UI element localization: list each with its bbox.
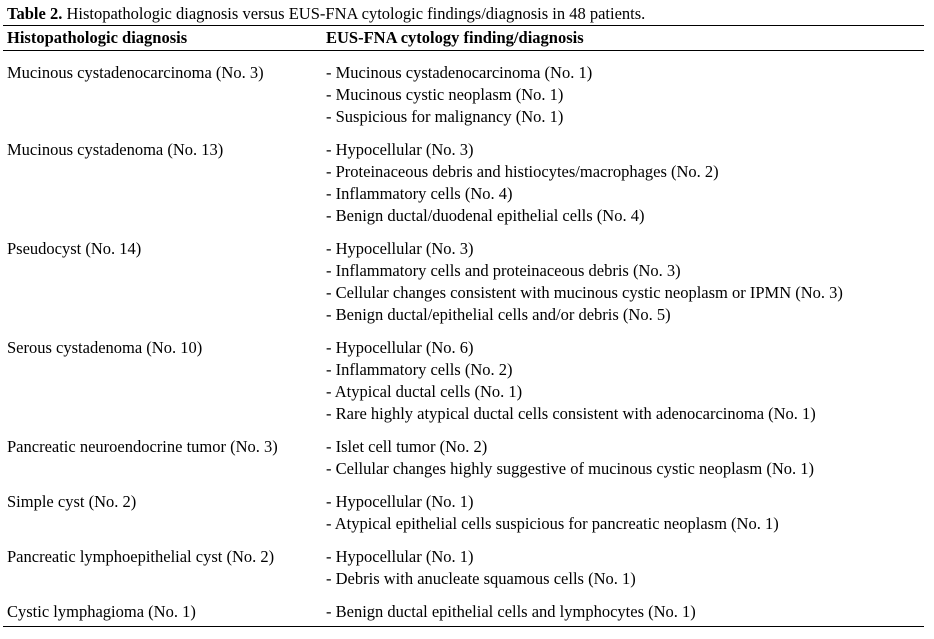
table-row	[0, 139, 934, 227]
cytology-findings	[326, 62, 592, 128]
table-row	[0, 62, 934, 128]
histopathologic-diagnosis: Mucinous cystadenoma (No. 13)	[7, 140, 224, 159]
finding-item: - Inflammatory cells and proteinaceous debris (No. 3)	[326, 261, 681, 280]
table-row	[0, 436, 934, 480]
finding-item: - Cellular changes consistent with mucinous cystic neoplasm or IPMN (No. 3)	[326, 283, 843, 302]
finding-item: - Mucinous cystic neoplasm (No. 1)	[326, 85, 564, 104]
finding-item: - Atypical epithelial cells suspicious for pancreatic neoplasm (No. 1)	[326, 514, 779, 533]
table-row	[0, 337, 934, 425]
table-label: Table 2.	[7, 4, 63, 23]
table-caption-text: Histopathologic diagnosis versus EUS-FNA cytologic findings/diagnosis in 48 patients.	[62, 4, 646, 23]
histopathologic-diagnosis: Pancreatic neuroendocrine tumor (No. 3)	[7, 437, 278, 456]
table-row	[0, 601, 934, 623]
header-cytology: EUS-FNA cytology finding/diagnosis	[326, 28, 584, 47]
finding-item: - Atypical ductal cells (No. 1)	[326, 382, 523, 401]
finding-item: - Benign ductal/epithelial cells and/or debris (No. 5)	[326, 305, 671, 324]
histopathologic-diagnosis: Cystic lymphagioma (No. 1)	[7, 602, 196, 621]
top-rule	[3, 25, 924, 26]
histopathologic-diagnosis: Pseudocyst (No. 14)	[7, 239, 142, 258]
table-caption	[7, 4, 645, 24]
cytology-findings	[326, 139, 719, 227]
bottom-rule	[3, 626, 924, 627]
histopathologic-diagnosis: Mucinous cystadenocarcinoma (No. 3)	[7, 63, 264, 82]
cytology-findings	[326, 491, 779, 535]
finding-item: - Rare highly atypical ductal cells consistent with adenocarcinoma (No. 1)	[326, 404, 816, 423]
finding-item: - Hypocellular (No. 3)	[326, 140, 474, 159]
cytology-findings	[326, 436, 814, 480]
table-body	[0, 62, 934, 634]
cytology-findings	[326, 546, 636, 590]
finding-item: - Inflammatory cells (No. 2)	[326, 360, 513, 379]
histopathologic-diagnosis: Serous cystadenoma (No. 10)	[7, 338, 203, 357]
finding-item: - Debris with anucleate squamous cells (No. 1)	[326, 569, 636, 588]
finding-item: - Benign ductal epithelial cells and lymphocytes (No. 1)	[326, 602, 696, 621]
cytology-findings	[326, 238, 843, 326]
finding-item: - Islet cell tumor (No. 2)	[326, 437, 488, 456]
finding-item: - Suspicious for malignancy (No. 1)	[326, 107, 564, 126]
finding-item: - Hypocellular (No. 6)	[326, 338, 474, 357]
finding-item: - Hypocellular (No. 1)	[326, 547, 474, 566]
cytology-findings	[326, 337, 816, 425]
finding-item: - Hypocellular (No. 1)	[326, 492, 474, 511]
finding-item: - Proteinaceous debris and histiocytes/macrophages (No. 2)	[326, 162, 719, 181]
finding-item: - Benign ductal/duodenal epithelial cells (No. 4)	[326, 206, 645, 225]
finding-item: - Cellular changes highly suggestive of mucinous cystic neoplasm (No. 1)	[326, 459, 815, 478]
finding-item: - Hypocellular (No. 3)	[326, 239, 474, 258]
finding-item: - Inflammatory cells (No. 4)	[326, 184, 513, 203]
cytology-findings	[326, 601, 696, 623]
table-row	[0, 238, 934, 326]
table-row	[0, 546, 934, 590]
histopathologic-diagnosis: Simple cyst (No. 2)	[7, 492, 137, 511]
histopathologic-diagnosis: Pancreatic lymphoepithelial cyst (No. 2)	[7, 547, 275, 566]
header-rule	[3, 50, 924, 51]
finding-item: - Mucinous cystadenocarcinoma (No. 1)	[326, 63, 593, 82]
table-row	[0, 491, 934, 535]
header-histopathologic: Histopathologic diagnosis	[7, 28, 188, 47]
